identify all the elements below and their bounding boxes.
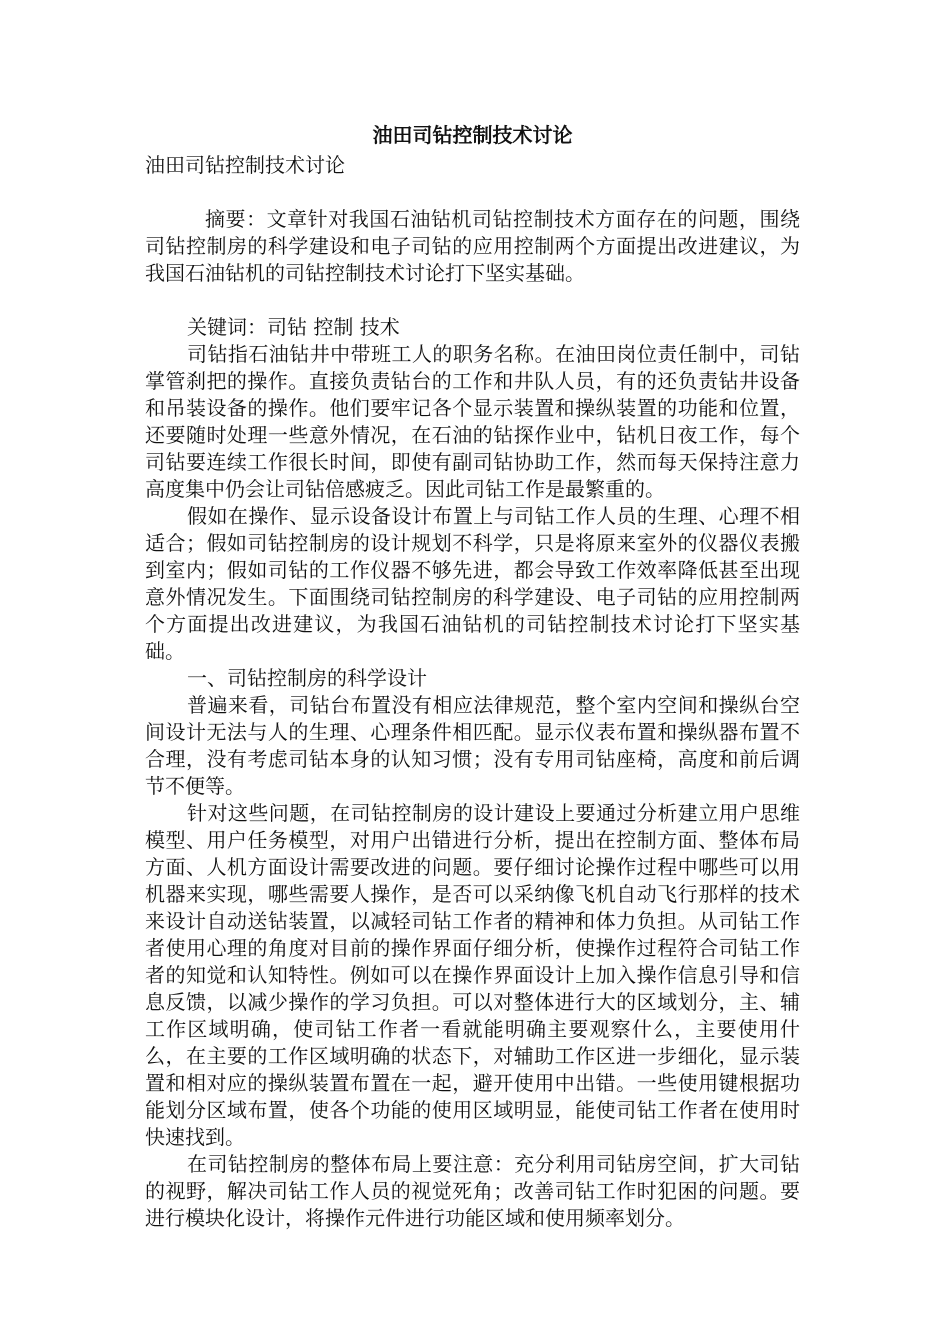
section-heading: 一、司钻控制房的科学设计 [187, 666, 427, 690]
body-paragraph: 司钻指石油钻井中带班工人的职务名称。在油田岗位责任制中，司钻掌管刹把的操作。直接负责钻台的工作和井队人员，有的还负责钻井设备和吊装设备的操作。他们要牢记各个显示装置和操纵装置的功能和位置，还要随时处理一些意外情况，在石油的钻探作业中，钻机日夜工作，每个司钻要连续工作很长时间，即使有副司钻协助工作，然而每天保持注意力高度集中仍会让司钻倍感疲乏。因此司钻工作是最繁重的。 [145, 342, 800, 501]
body-paragraph: 针对这些问题，在司钻控制房的设计建设上要通过分析建立用户思维模型、用户任务模型，对用户出错进行分析，提出在控制方面、整体布局方面、人机方面设计需要改进的问题。要仔细讨论操作过程中哪些可以用机器来实现，哪些需要人操作，是否可以采纳像飞机自动飞行那样的技术来设计自动送钻装置，以减轻司钻工作者的精神和体力负担。从司钻工作者使用心理的角度对目前的操作界面仔细分析，使操作过程符合司钻工作者的知觉和认知特性。例如可以在操作界面设计上加入操作信息引导和信息反馈，以减少操作的学习负担。可以对整体进行大的区域划分，主、辅工作区域明确，使司钻工作者一看就能明确主要观察什么，主要使用什么，在主要的工作区域明确的状态下，对辅助工作区进一步细化，显示装置和相对应的操纵装置布置在一起，避开使用中出错。一些使用键根据功能划分区域布置，使各个功能的使用区域明显，能使司钻工作者在使用时快速找到。 [145, 801, 800, 1149]
abstract-paragraph: 摘要：文章针对我国石油钻机司钻控制技术方面存在的问题，围绕司钻控制房的科学建设和电子司钻的应用控制两个方面提出改进建议，为我国石油钻机的司钻控制技术讨论打下坚实基础。 [145, 207, 800, 285]
body-paragraph: 在司钻控制房的整体布局上要注意：充分利用司钻房空间，扩大司钻的视野，解决司钻工作人员的视觉死角；改善司钻工作时犯困的问题。要进行模块化设计，将操作元件进行功能区域和使用频率划分。 [145, 1152, 800, 1230]
spacer [145, 179, 800, 206]
document-page [145, 118, 800, 1232]
keywords-line: 关键词：司钻 控制 技术 [187, 315, 400, 339]
document-subtitle: 油田司钻控制技术讨论 [145, 153, 345, 177]
document-title: 油田司钻控制技术讨论 [372, 123, 573, 147]
spacer [145, 287, 800, 314]
body-paragraph: 普遍来看，司钻台布置没有相应法律规范，整个室内空间和操纵台空间设计无法与人的生理、心理条件相匹配。显示仪表布置和操纵器布置不合理，没有考虑司钻本身的认知习惯；没有专用司钻座椅，高度和前后调节不便等。 [145, 693, 800, 798]
body-paragraph: 假如在操作、显示设备设计布置上与司钻工作人员的生理、心理不相适合；假如司钻控制房的设计规划不科学，只是将原来室外的仪器仪表搬到室内；假如司钻的工作仪器不够先进，都会导致工作效率降低甚至出现意外情况发生。下面围绕司钻控制房的科学建设、电子司钻的应用控制两个方面提出改进建议，为我国石油钻机的司钻控制技术讨论打下坚实基础。 [145, 504, 800, 663]
